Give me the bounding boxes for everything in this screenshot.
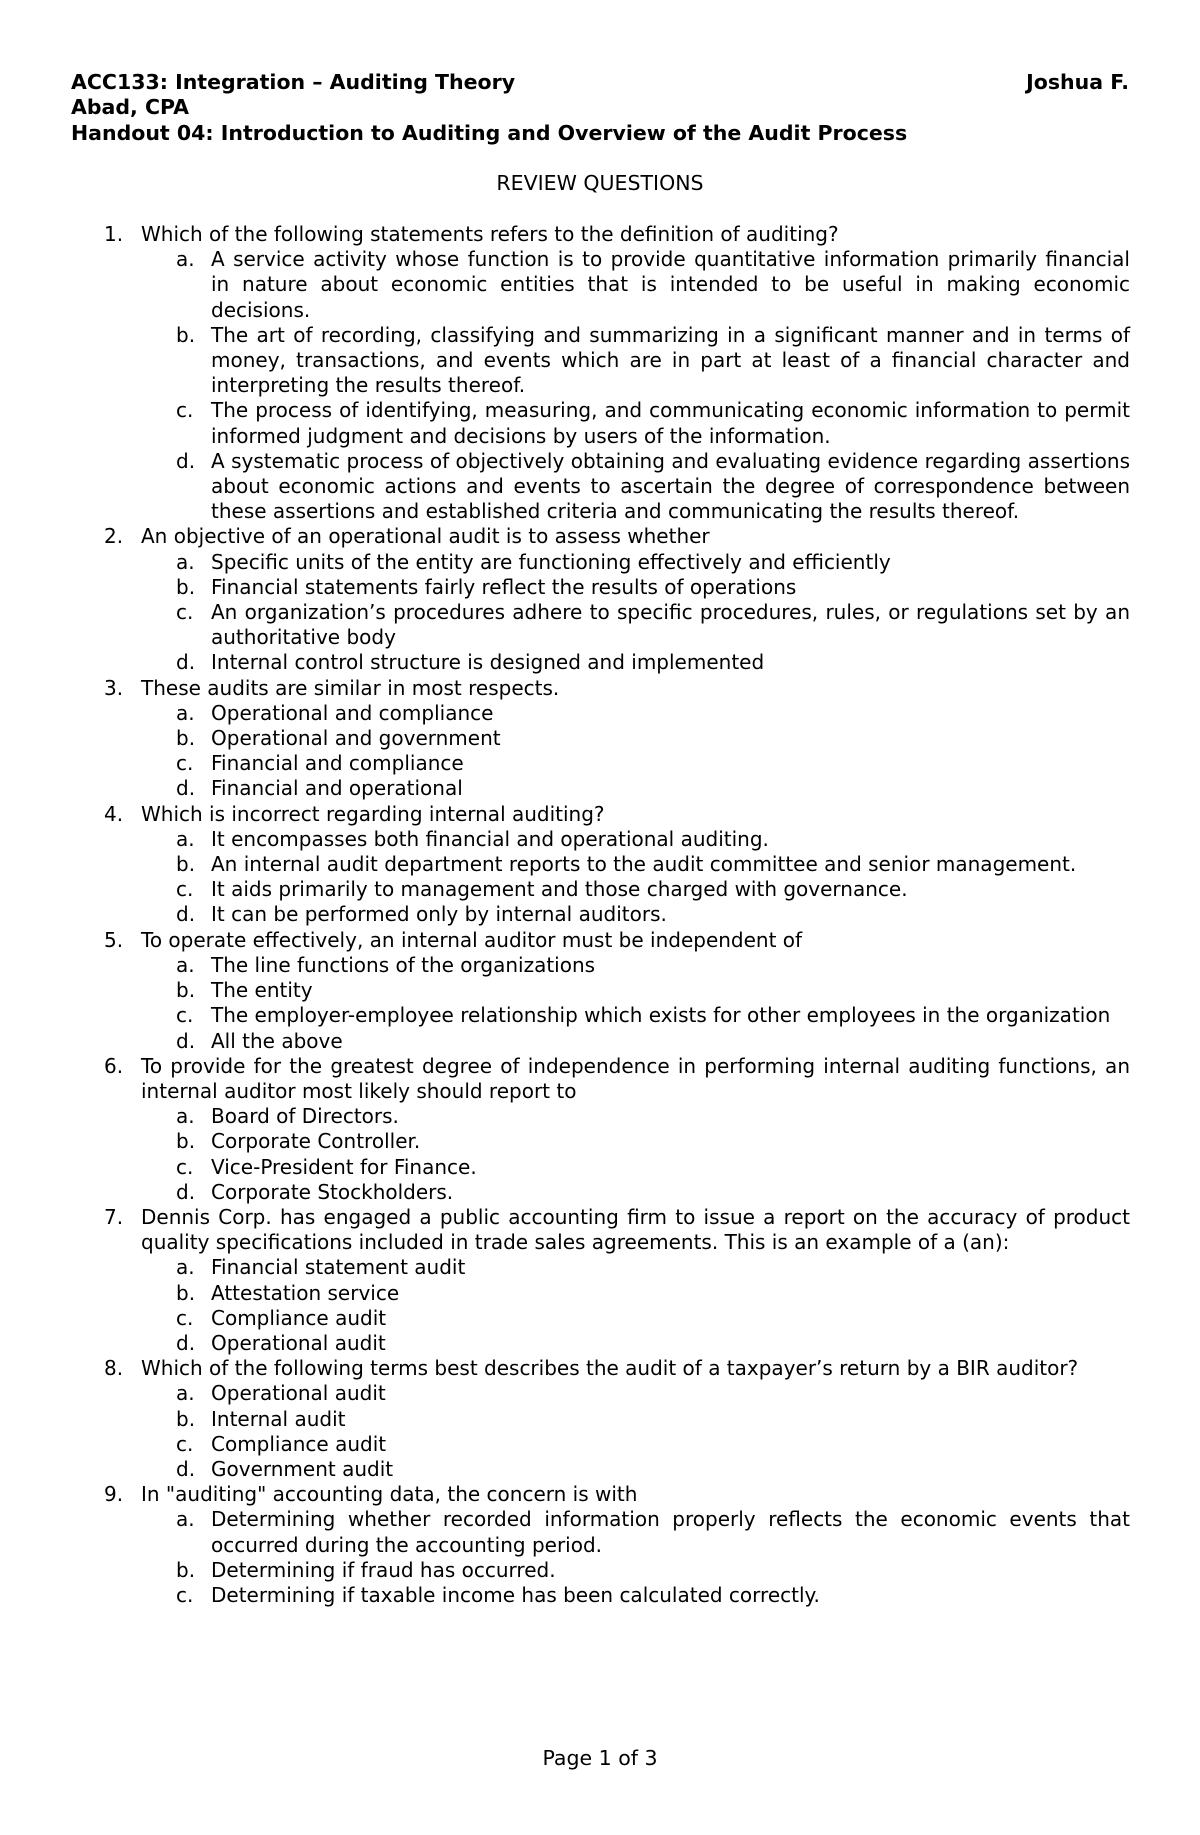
option-letter: c.	[176, 1431, 194, 1456]
option-text: An internal audit department reports to the audit committee and senior management.	[211, 852, 1077, 877]
option-text: The art of recording, classifying and summarizing in a significant manner and in terms of money, transactions, and events which are in part at least of a financial character and interpreting the results thereof.	[211, 322, 1130, 398]
option-text: Compliance audit	[211, 1305, 387, 1330]
answer-option	[0, 701, 1200, 726]
option-letter: b.	[176, 852, 196, 877]
option-letter: b.	[176, 1129, 196, 1154]
answer-option	[0, 726, 1200, 751]
option-text: Determining if fraud has occurred.	[211, 1557, 556, 1582]
answer-option	[0, 877, 1200, 902]
option-letter: a.	[176, 1104, 195, 1129]
option-text: Internal audit	[211, 1406, 346, 1431]
option-letter: c.	[176, 1582, 194, 1607]
answer-option	[0, 1407, 1200, 1432]
option-text: The employer-employee relationship which exists for other employees in the organization	[211, 1003, 1111, 1028]
option-text: Financial and compliance	[211, 751, 464, 776]
answer-option	[0, 398, 1200, 448]
question-stem: Which of the following statements refers to the definition of auditing?	[141, 222, 839, 246]
question-3	[0, 676, 1200, 802]
question-number: 9.	[104, 1482, 124, 1507]
option-text: Compliance audit	[211, 1431, 387, 1456]
option-letter: a.	[176, 247, 195, 272]
question-number: 8.	[104, 1356, 124, 1381]
question-number: 4.	[104, 801, 124, 826]
option-text: Attestation service	[211, 1280, 400, 1305]
question-stem: An objective of an operational audit is to assess whether	[141, 524, 710, 549]
option-text: The process of identifying, measuring, and communicating economic information to permit informed judgment and decisions by users of the information.	[211, 398, 1130, 448]
option-text: Determining whether recorded information properly reflects the economic events that occurred during the accounting period.	[211, 1507, 1130, 1557]
option-letter: d.	[176, 650, 196, 675]
page-number: Page 1 of 3	[542, 1746, 658, 1770]
option-text: Operational and government	[211, 726, 501, 751]
question-number: 6.	[104, 1053, 124, 1078]
answer-option	[0, 852, 1200, 877]
option-letter: c.	[176, 877, 194, 902]
answer-option	[0, 1003, 1200, 1028]
option-text: Operational and compliance	[211, 700, 494, 725]
question-stem: These audits are similar in most respects.	[141, 675, 560, 700]
option-letter: a.	[176, 1255, 195, 1280]
option-text: Internal control structure is designed and implemented	[211, 650, 765, 675]
page-title: REVIEW QUESTIONS	[496, 171, 704, 195]
answer-option	[0, 1331, 1200, 1356]
option-text: The line functions of the organizations	[211, 952, 596, 977]
option-letter: b.	[176, 978, 196, 1003]
option-text: Corporate Stockholders.	[211, 1179, 454, 1204]
option-letter: d.	[176, 902, 196, 927]
option-text: Financial statement audit	[211, 1255, 466, 1280]
question-stem: Which of the following terms best describes the audit of a taxpayer’s return by a BIR auditor?	[141, 1356, 1079, 1381]
question-2	[0, 524, 1200, 675]
answer-option	[0, 1129, 1200, 1154]
question-number: 3.	[104, 675, 124, 700]
option-letter: c.	[176, 751, 194, 776]
option-letter: a.	[176, 1507, 195, 1532]
answer-option	[0, 1432, 1200, 1457]
option-letter: b.	[176, 1280, 196, 1305]
option-text: Financial statements fairly reflect the results of operations	[211, 574, 797, 599]
answer-option	[0, 650, 1200, 675]
option-text: Operational audit	[211, 1381, 386, 1406]
question-1	[0, 222, 1200, 524]
question-4	[0, 802, 1200, 928]
answer-option	[0, 953, 1200, 978]
answer-option	[0, 323, 1200, 399]
question-7	[0, 1205, 1200, 1356]
question-9	[0, 1482, 1200, 1608]
option-text: Determining if taxable income has been calculated correctly.	[211, 1582, 820, 1607]
question-6	[0, 1054, 1200, 1205]
answer-option	[0, 449, 1200, 525]
question-5	[0, 928, 1200, 1054]
option-letter: c.	[176, 398, 194, 423]
option-letter: b.	[176, 1557, 196, 1582]
option-letter: d.	[176, 448, 196, 473]
question-8	[0, 1356, 1200, 1482]
option-text: Board of Directors.	[211, 1104, 399, 1129]
answer-option	[0, 1029, 1200, 1054]
option-letter: a.	[176, 952, 195, 977]
answer-option	[0, 1583, 1200, 1608]
answer-option	[0, 600, 1200, 650]
option-letter: d.	[176, 1179, 196, 1204]
question-number: 1.	[104, 222, 124, 246]
answer-option	[0, 1104, 1200, 1129]
option-letter: a.	[176, 549, 195, 574]
option-letter: c.	[176, 600, 194, 625]
option-text: Financial and operational	[211, 776, 463, 801]
option-text: It can be performed only by internal auditors.	[211, 902, 667, 927]
option-letter: d.	[176, 1456, 196, 1481]
answer-option	[0, 1507, 1200, 1557]
answer-option	[0, 1457, 1200, 1482]
option-letter: b.	[176, 1406, 196, 1431]
option-text: The entity	[211, 978, 313, 1003]
option-letter: a.	[176, 700, 195, 725]
option-letter: a.	[176, 826, 195, 851]
answer-option	[0, 1180, 1200, 1205]
answer-option	[0, 776, 1200, 801]
option-text: A service activity whose function is to provide quantitative information primarily financial in nature about economic entities that is intended to be useful in making economic decisions.	[211, 247, 1130, 322]
answer-option	[0, 902, 1200, 927]
option-letter: c.	[176, 1154, 194, 1179]
option-letter: d.	[176, 1330, 196, 1355]
option-text: Government audit	[211, 1456, 394, 1481]
answer-option	[0, 550, 1200, 575]
question-stem: Dennis Corp. has engaged a public accounting firm to issue a report on the accuracy of product quality specifications included in trade sales agreements. This is an example of a (an):	[141, 1204, 1130, 1255]
option-letter: b.	[176, 726, 196, 751]
option-letter: b.	[176, 574, 196, 599]
question-stem: To operate effectively, an internal auditor must be independent of	[141, 927, 803, 952]
option-letter: d.	[176, 1028, 196, 1053]
answer-option	[0, 827, 1200, 852]
option-letter: d.	[176, 776, 196, 801]
question-stem: In "auditing" accounting data, the concern is with	[141, 1482, 638, 1507]
question-list	[0, 222, 1200, 1608]
answer-option	[0, 575, 1200, 600]
answer-option	[0, 1381, 1200, 1406]
answer-option	[0, 1558, 1200, 1583]
answer-option	[0, 751, 1200, 776]
option-text: Operational audit	[211, 1330, 386, 1355]
question-number: 7.	[104, 1204, 124, 1229]
handout-title: Handout 04: Introduction to Auditing and Overview of the Audit Process	[71, 121, 908, 145]
instructor-first-name: Joshua F.	[1026, 70, 1129, 94]
answer-option	[0, 247, 1200, 323]
option-text: Specific units of the entity are functioning effectively and efficiently	[211, 549, 891, 574]
option-text: Corporate Controller.	[211, 1129, 421, 1154]
option-text: It encompasses both financial and operational auditing.	[211, 826, 769, 851]
option-letter: a.	[176, 1381, 195, 1406]
option-letter: c.	[176, 1003, 194, 1028]
option-text: Vice-President for Finance.	[211, 1154, 477, 1179]
answer-option	[0, 1306, 1200, 1331]
answer-option	[0, 1155, 1200, 1180]
course-title: ACC133: Integration – Auditing Theory	[71, 70, 516, 94]
instructor-surname: Abad, CPA	[71, 95, 190, 119]
option-text: An organization’s procedures adhere to specific procedures, rules, or regulations set by an authoritative body	[211, 600, 1130, 650]
question-number: 2.	[104, 524, 124, 549]
question-stem: Which is incorrect regarding internal auditing?	[141, 801, 605, 826]
option-text: It aids primarily to management and those charged with governance.	[211, 877, 908, 902]
answer-option	[0, 978, 1200, 1003]
answer-option	[0, 1281, 1200, 1306]
question-number: 5.	[104, 927, 124, 952]
answer-option	[0, 1255, 1200, 1280]
option-text: All the above	[211, 1028, 343, 1053]
option-text: A systematic process of objectively obtaining and evaluating evidence regarding assertions about economic actions and events to ascertain the degree of correspondence between these assertions and established criteria and communicating the results thereof.	[211, 448, 1130, 524]
header-line-1	[71, 70, 1129, 95]
question-stem: To provide for the greatest degree of independence in performing internal auditing functions, an internal auditor most likely should report to	[141, 1053, 1130, 1103]
option-letter: c.	[176, 1305, 194, 1330]
option-letter: b.	[176, 322, 196, 347]
